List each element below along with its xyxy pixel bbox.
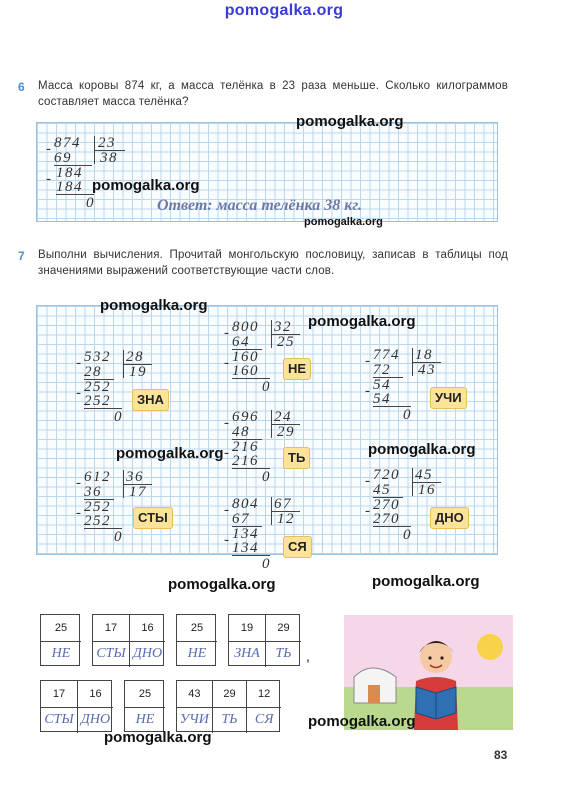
table-syllable: СЯ <box>246 707 281 733</box>
watermark: pomogalka.org <box>372 573 480 590</box>
division-7: - 804 67 12 67 - 134 134 0 <box>224 497 334 577</box>
division-4: - 696 24 29 48 - 216 216 0 <box>224 410 334 490</box>
remainder: 0 <box>403 527 412 543</box>
remainder: 0 <box>262 469 271 485</box>
sub-row-3: 134 <box>232 540 259 556</box>
quotient: 43 <box>418 362 436 378</box>
remainder: 0 <box>262 379 271 395</box>
table-syllable: СТЫ <box>41 707 77 733</box>
remainder: 0 <box>86 195 95 211</box>
table-value: 16 <box>129 615 165 641</box>
sub-row-3: 270 <box>373 511 400 527</box>
answer-table <box>92 614 164 666</box>
sub-row-1: 69 <box>54 150 72 166</box>
watermark: pomogalka.org <box>92 177 200 194</box>
quotient: 25 <box>277 334 295 350</box>
answer-table <box>124 680 164 732</box>
quotient: 17 <box>129 484 147 500</box>
table-value: 17 <box>104 622 118 634</box>
division-6: - 720 45 16 45 - 270 270 0 <box>365 468 475 548</box>
watermark: pomogalka.org <box>304 216 383 228</box>
table-value: 25 <box>190 622 204 634</box>
syllable-tag: СТЫ <box>133 507 173 529</box>
syllable-tag: ЗНА <box>132 389 169 411</box>
division-5: - 612 36 17 36 - 252 252 0 <box>76 470 186 550</box>
sub-row-2: 160 <box>232 349 259 365</box>
table-syllable: ТЬ <box>265 641 301 667</box>
division-2: - 800 32 25 64 - 160 160 0 <box>224 320 334 400</box>
table-value: 17 <box>52 688 66 700</box>
dividend: 800 <box>232 319 259 335</box>
dividend: 874 <box>54 135 81 151</box>
table-value: 29 <box>265 615 301 641</box>
table-value: 29 <box>212 681 247 707</box>
syllable-tag: СЯ <box>283 536 312 558</box>
syllable-tag: УЧИ <box>430 387 467 409</box>
task-7-number: 7 <box>18 249 25 263</box>
sub-row-1: 72 <box>373 362 391 378</box>
sub-row-3: 160 <box>232 363 259 379</box>
quotient: 12 <box>277 511 295 527</box>
dividend: 774 <box>373 347 400 363</box>
sub-row-3: 252 <box>84 393 111 409</box>
quotient: 29 <box>277 424 295 440</box>
syllable-tag: НЕ <box>283 358 311 380</box>
table-syllable: НЕ <box>125 707 165 733</box>
table-value: 19 <box>240 622 254 634</box>
table-syllable: ЗНА <box>229 641 265 667</box>
table-syllable: ДНО <box>129 641 165 667</box>
divisor: 45 <box>415 467 433 483</box>
watermark: pomogalka.org <box>100 297 208 314</box>
sub-row-1: 64 <box>232 334 250 350</box>
watermark: pomogalka.org <box>296 113 404 130</box>
table-value: 25 <box>138 688 152 700</box>
table-syllable: УЧИ <box>177 707 212 733</box>
watermark: pomogalka.org <box>308 713 416 730</box>
sub-row-2: 184 <box>56 165 83 181</box>
remainder: 0 <box>403 407 412 423</box>
divisor: 23 <box>98 135 116 151</box>
comma: , <box>306 648 310 664</box>
table-syllable: ДНО <box>77 707 113 733</box>
table-syllable: НЕ <box>41 641 81 667</box>
syllable-tag: ТЬ <box>283 447 310 469</box>
dividend: 696 <box>232 409 259 425</box>
division-1: - 532 28 19 28 - 252 252 0 <box>76 350 186 430</box>
answer-table <box>176 680 280 732</box>
sub-row-3: 216 <box>232 453 259 469</box>
task-6-division: - 874 23 38 69 - 184 184 0 <box>46 136 166 216</box>
sub-row-1: 48 <box>232 424 250 440</box>
remainder: 0 <box>114 529 123 545</box>
task-6-number: 6 <box>18 80 25 94</box>
quotient: 38 <box>100 150 118 166</box>
table-value: 12 <box>246 681 281 707</box>
divisor: 67 <box>274 496 292 512</box>
answer-table <box>176 614 216 666</box>
answer-table <box>40 680 112 732</box>
syllable-tag: ДНО <box>430 507 469 529</box>
division-3: - 774 18 43 72 - 54 54 0 <box>365 348 475 428</box>
divisor: 18 <box>415 347 433 363</box>
sub-row-1: 67 <box>232 511 250 527</box>
table-syllable: НЕ <box>177 641 217 667</box>
task-6-answer: Ответ: масса телёнка 38 кг. <box>157 197 363 214</box>
divisor: 28 <box>126 349 144 365</box>
sub-row-3: 252 <box>84 513 111 529</box>
dividend: 804 <box>232 496 259 512</box>
table-syllable: СТЫ <box>93 641 129 667</box>
watermark: pomogalka.org <box>104 729 212 746</box>
sub-row-2: 270 <box>373 497 400 513</box>
sub-row-2: 216 <box>232 439 259 455</box>
sub-row-3: 184 <box>56 179 83 195</box>
table-value: 16 <box>77 681 113 707</box>
table-value: 25 <box>54 622 68 634</box>
table-syllable: ТЬ <box>212 707 247 733</box>
watermark: pomogalka.org <box>116 445 224 462</box>
watermark: pomogalka.org <box>308 313 416 330</box>
dividend: 612 <box>84 469 111 485</box>
sub-row-1: 28 <box>84 364 102 380</box>
divisor: 24 <box>274 409 292 425</box>
quotient: 16 <box>418 482 436 498</box>
task-6-text: Масса коровы 874 кг, а масса телёнка в 23 раза меньше. Сколько килограммов составляет масса телёнка? <box>38 80 508 108</box>
quotient: 19 <box>129 364 147 380</box>
divisor: 36 <box>126 469 144 485</box>
sub-row-1: 45 <box>373 482 391 498</box>
sub-row-2: 252 <box>84 379 111 395</box>
dividend: 532 <box>84 349 111 365</box>
watermark: pomogalka.org <box>368 441 476 458</box>
answer-table <box>40 614 80 666</box>
divisor: 32 <box>274 319 292 335</box>
sub-row-2: 54 <box>373 377 391 393</box>
table-value: 43 <box>188 688 201 700</box>
site-header[interactable]: pomogalka.org <box>224 2 344 19</box>
remainder: 0 <box>114 409 123 425</box>
watermark: pomogalka.org <box>168 576 276 593</box>
dividend: 720 <box>373 467 400 483</box>
task-7-text: Выполни вычисления. Прочитай монгольскую пословицу, записав в таблицы под значениями выражений соответствующие части слов. <box>38 249 508 277</box>
answer-table <box>228 614 300 666</box>
page-number: 83 <box>494 748 508 762</box>
sub-row-2: 134 <box>232 526 259 542</box>
sub-row-3: 54 <box>373 391 391 407</box>
sub-row-1: 36 <box>84 484 102 500</box>
remainder: 0 <box>262 556 271 572</box>
sub-row-2: 252 <box>84 499 111 515</box>
